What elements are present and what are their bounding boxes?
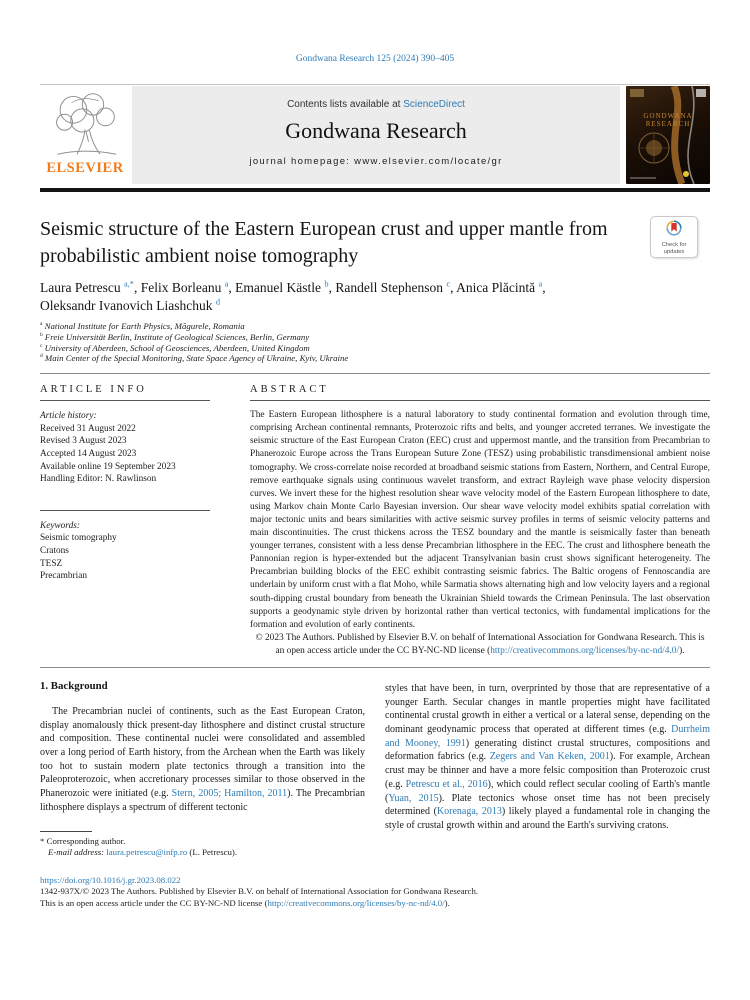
keyword-item: Precambrian	[40, 571, 87, 582]
article-history-label: Article history:	[40, 411, 97, 422]
journal-title: Gondwana Research	[285, 118, 467, 143]
elsevier-logo	[42, 88, 128, 182]
cover-corner-chip-left	[630, 89, 644, 97]
article-info-heading-rule	[40, 400, 210, 401]
affiliation-text: University of Aberdeen, School of Geosciences, Aberdeen, United Kingdom	[44, 342, 310, 353]
corresponding-author-note: * Corresponding author.	[40, 835, 126, 846]
elsevier-wordmark: ELSEVIER	[46, 160, 124, 176]
history-item: Revised 3 August 2023	[40, 436, 127, 447]
contents-line	[132, 99, 620, 110]
article-info-column	[40, 384, 250, 658]
keywords-rule	[40, 510, 210, 511]
history-item: Available online 19 September 2023	[40, 461, 176, 472]
affiliation-text: Freie Universität Berlin, Institute of Geological Sciences, Berlin, Germany	[44, 331, 310, 342]
journal-cover-art	[626, 86, 710, 184]
cover-title-line2: RESEARCH	[645, 120, 691, 128]
affiliation-d	[40, 353, 710, 364]
license-line: This is an open access article under the CC BY-NC-ND license (http://creativecommons.org/licenses/by-nc-nd/4.0/).	[40, 897, 450, 908]
cover-journal-name	[626, 112, 710, 128]
keyword-item: TESZ	[40, 558, 63, 569]
section-1-heading: 1. Background	[40, 679, 108, 692]
history-item: Handling Editor: N. Rawlinson	[40, 474, 157, 485]
body-columns	[40, 680, 710, 859]
abstract-heading: ABSTRACT	[250, 384, 329, 396]
journal-homepage-link[interactable]: journal homepage: www.elsevier.com/locate/gr	[249, 156, 503, 167]
journal-cover-thumbnail	[626, 86, 710, 184]
journal-header	[40, 86, 710, 184]
abstract-text: The Eastern European lithosphere is a natural laboratory to study continental formation and evolution through time, comprising Archean continental remnants, Proterozoic rifts and belts, and younger accreted terranes. We investigate the seismic structure of the East European Craton (EEC) crust and uppermost mantle, and the transition from Precambrian to Phanerozoic Europe across the Trans European Suture Zone (TESZ) using probabilistic transdimensional ambient noise tomography. We cross-correlate noise recorded at broadband seismic stations from Eastern, Northern, and Central Europe, remove earthquake signals using continuous wavelet transform, and extract Rayleigh wave phase velocity dispersion curves. We invert these for the highest resolution shear wave velocity model of the Eastern European lithosphere to date, using Markov chain Monte Carlo Bayesian inversion. Our shear wave velocity model exhibits spatial correlation with major tectonic units and bears similarities with active seismic survey profiles in terms of seismic velocity patterns and main discontinuities. The crust thickens across the TESZ boundary and the mantle is seismically faster than beneath younger terranes, consistent with a less dense Precambrian lithosphere in the EEC. The crust and lithosphere beneath the Pannonian region is hyper-extended but the adjacent Transylvanian basin crust shows significant heterogeneity. The Precambrian building blocks of the EEC exhibit contrasting seismic fabrics. The Baltic orogens of Fennoscandia are underlain by uniform crust with a flat Moho, while Sarmatia shows alternating high and low velocity layers and a regional south-dipping crustal boundary from beneath the Ukrainian Shield towards the Crimean Peninsula. The last observation supports a geodynamic style driven by horizontal rather than vertical tectonics, with fundamental implications for the formation and evolution of early continents.	[250, 410, 710, 630]
check-updates-label	[651, 242, 697, 255]
affiliation-sup: a	[40, 321, 43, 328]
footnote-rule	[40, 831, 92, 832]
header-top-rule	[40, 84, 710, 85]
body-left-column	[40, 680, 365, 859]
journal-banner	[132, 86, 620, 184]
affiliations	[40, 321, 710, 364]
sciencedirect-link[interactable]: ScienceDirect	[403, 99, 465, 110]
journal-citation[interactable]: Gondwana Research 125 (2024) 390–405	[295, 54, 455, 64]
affiliation-sup: c	[40, 342, 43, 349]
section-rule-top	[40, 373, 710, 374]
check-updates-line2: updates	[663, 248, 685, 255]
page-footer	[40, 875, 710, 910]
history-item: Accepted 14 August 2023	[40, 448, 137, 459]
body-paragraph-left: The Precambrian nuclei of continents, such as the East European Craton, display anomalously thick present-day lithosphere and distinct crustal structure and composition. These continental nuclei were consolidated and assembled over a long period of Earth history, from the Archean when the Earth was likely too hot to sustain modern plate tectonics through a transition into the Paleoproterozoic, when accretionary processes similar to those observed in the Phanerozoic were initiated (e.g. Stern, 2005; Hamilton, 2011). The Precambrian lithosphere displays a spectrum of different tectonic	[40, 705, 365, 813]
body-paragraph-right: styles that have been, in turn, overprinted by those that are representative of a younger Earth. Secular changes in mantle properties might have facilitated continental crustal growth in either a vertical or a lateral sense, depending on the dominant geodynamic process that operated at different times (e.g. Durrheim and Mooney, 1991) generating distinct crustal structures, compositions and deformation fabrics (e.g. Zegers and Van Keken, 2001). For example, Archean crust may be thinner and have a more felsic composition than Proterozoic crust (e.g. Petrescu et al., 2016), which could reflect secular cooling of Earth's mantle (Yuan, 2015). Plate tectonics whose onset time has not been precisely determined (Korenaga, 2013) likely played a fundamental role in changing the style of crustal growth within and around the Earth's surviving cratons.	[385, 682, 711, 831]
abstract-column	[250, 384, 710, 658]
doi-link[interactable]: https://doi.org/10.1016/j.gr.2023.08.022	[40, 874, 181, 885]
check-for-updates-badge[interactable]	[650, 216, 698, 258]
affiliation-sup: d	[40, 353, 43, 360]
keywords-block	[40, 520, 250, 583]
affiliation-sup: b	[40, 331, 43, 338]
header-divider-bar	[40, 188, 710, 192]
contents-prefix: Contents lists available at	[287, 99, 404, 110]
footnote-block	[40, 831, 365, 859]
issn-copyright-line: 1342-937X/© 2023 The Authors. Published by Elsevier B.V. on behalf of International Association for Gondwana Research.	[40, 886, 479, 897]
email-address-line: E-mail address: laura.petrescu@infp.ro (L. Petrescu).	[48, 847, 238, 858]
article-info-heading: ARTICLE INFO	[40, 384, 147, 396]
affiliation-a	[40, 321, 710, 332]
keyword-item: Cratons	[40, 545, 69, 556]
history-item: Received 31 August 2022	[40, 423, 136, 434]
abstract-heading-rule	[250, 400, 710, 401]
body-right-column	[385, 680, 710, 859]
title-row	[40, 216, 710, 269]
cover-title-line1: GONDWANA	[643, 112, 693, 120]
elsevier-tree-icon	[45, 88, 125, 160]
affiliation-b	[40, 332, 710, 343]
check-updates-line1: Check for	[661, 242, 687, 248]
affiliation-text: Main Center of the Special Monitoring, State Space Agency of Ukraine, Kyiv, Ukraine	[44, 353, 349, 364]
abstract-copyright: © 2023 The Authors. Published by Elsevier B.V. on behalf of International Association for Gondwana Research. This is an open access article under the CC BY-NC-ND license (http://creativecommons.org/licenses/by-nc-nd/4.0/).	[255, 632, 705, 656]
keyword-item: Seismic tomography	[40, 533, 117, 544]
article-title: Seismic structure of the Eastern European crust and upper mantle from probabilistic ambient noise tomography	[40, 218, 608, 267]
section-rule-bottom	[40, 667, 710, 668]
article-history	[40, 410, 250, 486]
crossmark-icon	[663, 219, 685, 237]
author-list: Laura Petrescu $^{a,*}$, Felix Borleanu $^a$, Emanuel Kästle $^b$, Randell Stephenson $^c$, Anica Plăcintă $^a$, Oleksandr Ivanovich Liashchuk $^d$	[40, 279, 546, 313]
cover-corner-chip	[696, 89, 706, 97]
affiliation-text: National Institute for Earth Physics, Măgurele, Romania	[44, 321, 245, 331]
affiliation-c	[40, 343, 710, 354]
keywords-label: Keywords:	[40, 520, 80, 531]
info-abstract-columns	[40, 384, 710, 658]
